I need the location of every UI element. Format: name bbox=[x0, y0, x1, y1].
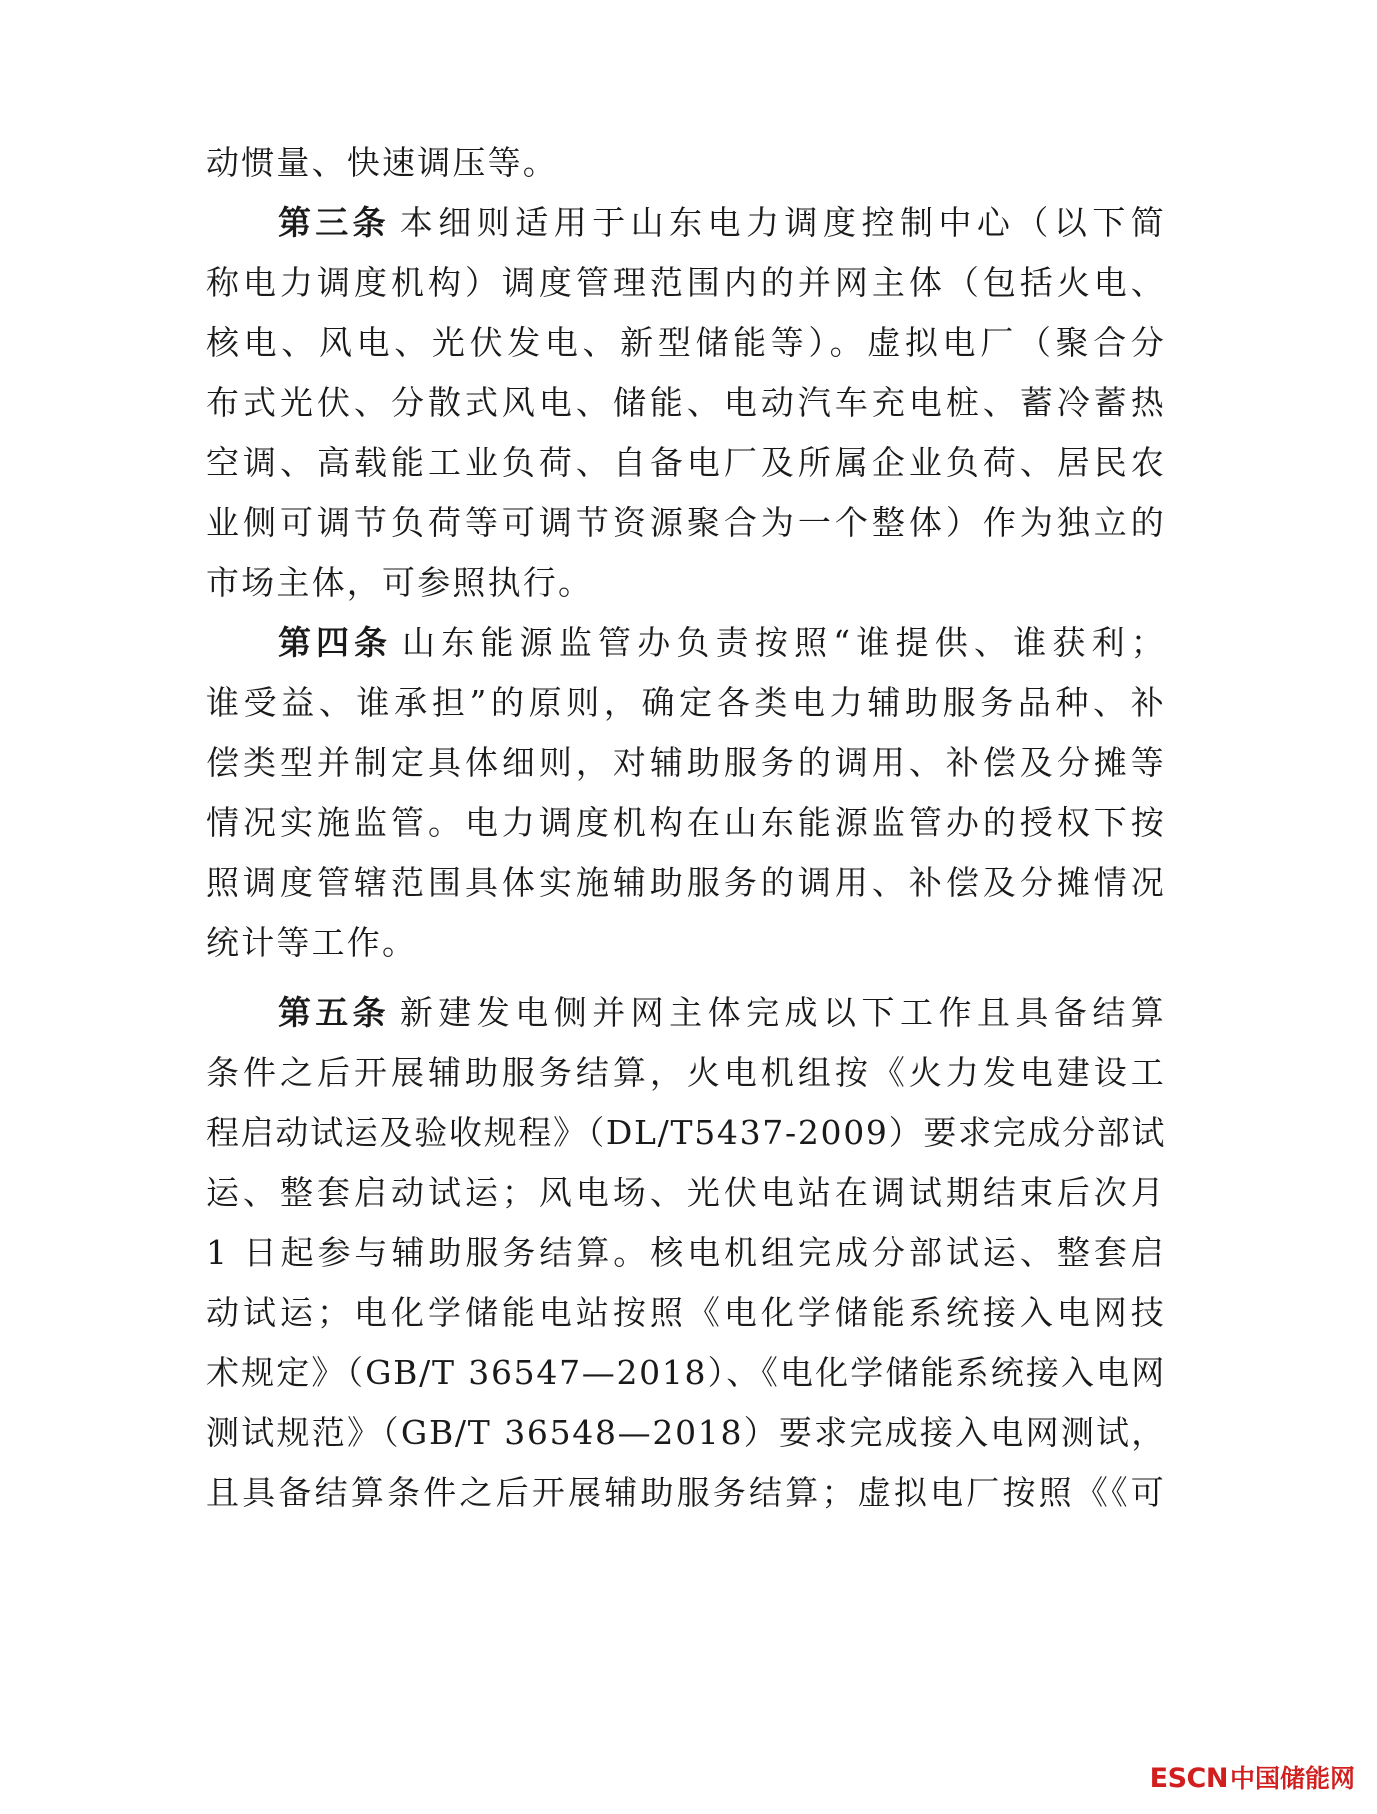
watermark-site-name: 中国储能网 bbox=[1229, 1764, 1355, 1793]
text-line: 运、整套启动试运；风电场、光伏电站在调试期结束后次月 bbox=[206, 1173, 1166, 1212]
text-line: 术规定》（GB/T 36547—2018）、《电化学储能系统接入电网 bbox=[206, 1353, 1166, 1392]
article-5-first-line bbox=[278, 984, 1166, 1042]
text-line: 情况实施监管。电力调度机构在山东能源监管办的授权下按 bbox=[206, 803, 1166, 842]
text-line: 动试运；电化学储能电站按照《电化学储能系统接入电网技 bbox=[206, 1293, 1166, 1332]
text-line: 山东能源监管办负责按照“谁提供、谁获利； bbox=[402, 623, 1167, 662]
text-line: 称电力调度机构）调度管理范围内的并网主体（包括火电、 bbox=[206, 263, 1166, 302]
article-3-first-line bbox=[278, 194, 1166, 252]
text-line: 程启动试运及验收规程》（DL/T5437-2009）要求完成分部试 bbox=[206, 1113, 1167, 1152]
text-line: 动惯量、快速调压等。 bbox=[206, 143, 558, 182]
text-line: 业侧可调节负荷等可调节资源聚合为一个整体）作为独立的 bbox=[206, 503, 1166, 542]
article-heading: 第四条 bbox=[278, 623, 393, 662]
escn-watermark-logo bbox=[1150, 1762, 1355, 1796]
text-line: 且具备结算条件之后开展辅助服务结算；虚拟电厂按照《《可 bbox=[206, 1473, 1166, 1512]
text-line: 新建发电侧并网主体完成以下工作且具备结算 bbox=[399, 993, 1167, 1032]
text-line: 本细则适用于山东电力调度控制中心（以下简 bbox=[399, 203, 1167, 242]
text-line: 市场主体，可参照执行。 bbox=[206, 563, 594, 602]
text-line: 照调度管辖范围具体实施辅助服务的调用、补偿及分摊情况 bbox=[206, 863, 1166, 902]
text-line: 测试规范》（GB/T 36548—2018）要求完成接入电网测试， bbox=[206, 1413, 1166, 1452]
text-line: 空调、高载能工业负荷、自备电厂及所属企业负荷、居民农 bbox=[206, 443, 1166, 482]
text-line: 条件之后开展辅助服务结算，火电机组按《火力发电建设工 bbox=[206, 1053, 1166, 1092]
text-line: 统计等工作。 bbox=[206, 923, 418, 962]
text-line: 核电、风电、光伏发电、新型储能等）。虚拟电厂（聚合分 bbox=[206, 323, 1166, 362]
article-heading: 第五条 bbox=[278, 993, 390, 1032]
text-line: 偿类型并制定具体细则，对辅助服务的调用、补偿及分摊等 bbox=[206, 743, 1166, 782]
watermark-brand: ESCN bbox=[1149, 1763, 1228, 1794]
text-line: 布式光伏、分散式风电、储能、电动汽车充电桩、蓄冷蓄热 bbox=[206, 383, 1166, 422]
article-4-first-line bbox=[278, 614, 1166, 672]
text-line: 谁受益、谁承担”的原则，确定各类电力辅助服务品种、补 bbox=[206, 683, 1166, 722]
article-heading: 第三条 bbox=[278, 203, 390, 242]
text-line: 1 日起参与辅助服务结算。核电机组完成分部试运、整套启 bbox=[206, 1233, 1166, 1272]
